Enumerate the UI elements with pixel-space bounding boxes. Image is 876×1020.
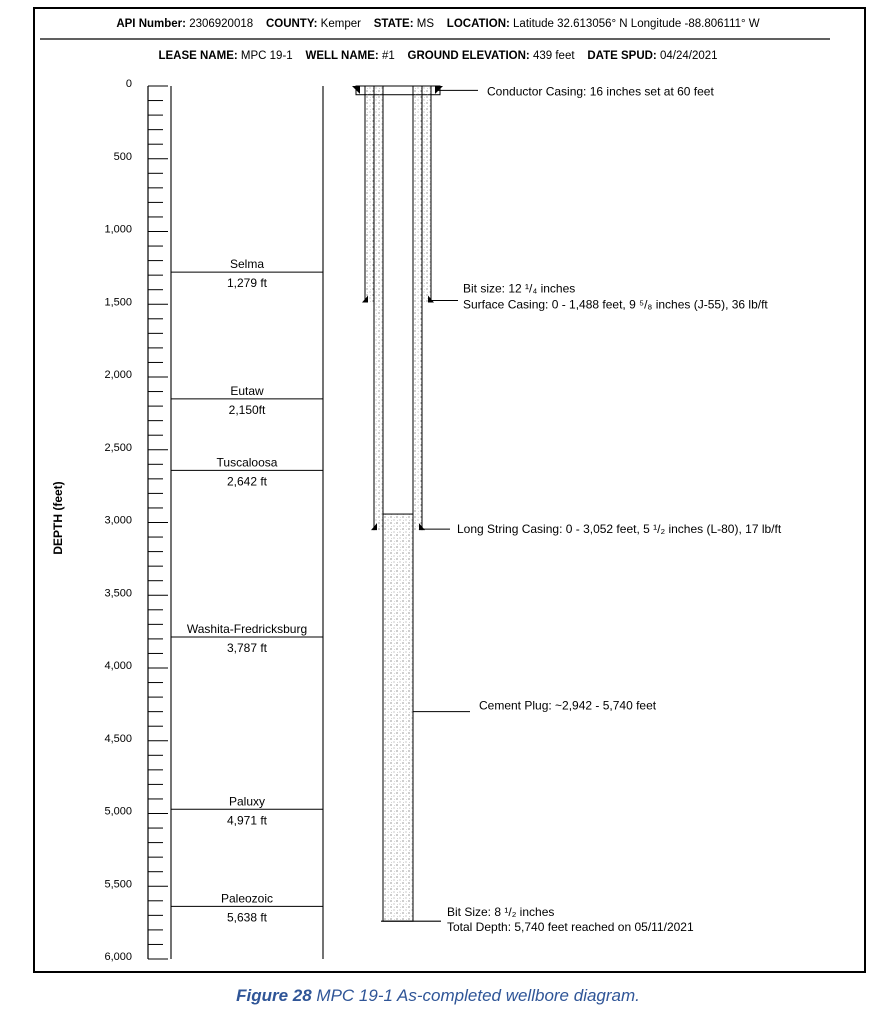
location-label: LOCATION: xyxy=(446,18,510,30)
formation-depth-label: 5,638 ft xyxy=(226,910,268,925)
surface-casing-label: Surface Casing: 0 - 1,488 feet, 9 ⁵/₈ inches (J-55), 36 lb/ft xyxy=(463,297,768,312)
axis-tick-label: 4,500 xyxy=(104,732,132,745)
axis-tick-label: 0 xyxy=(125,78,132,90)
formation-name: Eutaw xyxy=(230,383,264,398)
api-label: API Number: xyxy=(116,18,186,30)
formation-depth-label: 4,971 ft xyxy=(226,813,268,828)
caption-text: MPC 19-1 As-completed wellbore diagram. xyxy=(311,986,640,1005)
depth-axis xyxy=(104,78,168,963)
wellbore xyxy=(352,86,443,921)
long-string-cement-right xyxy=(413,86,422,530)
caption-label: Figure 28 xyxy=(236,986,312,1005)
axis-tick-label: 5,000 xyxy=(104,805,132,818)
axis-tick-label: 2,000 xyxy=(104,369,132,381)
well-label: WELL NAME: xyxy=(305,50,379,62)
formation-name: Selma xyxy=(229,257,265,272)
elevation-value: 439 feet xyxy=(532,50,575,62)
axis-tick-label: 1,000 xyxy=(104,223,132,236)
well-value: #1 xyxy=(381,50,395,62)
formation-name: Washita-Fredricksburg xyxy=(186,622,308,637)
formation-name: Tuscaloosa xyxy=(216,455,278,470)
formation-depth-label: 3,787 ft xyxy=(226,641,268,656)
cement-plug-label: Cement Plug: ~2,942 - 5,740 feet xyxy=(479,698,657,713)
long-string-casing-label: Long String Casing: 0 - 3,052 feet, 5 ¹/₂ inches (L-80), 17 lb/ft xyxy=(457,522,782,537)
state-value: MS xyxy=(416,18,435,30)
state-label: STATE: xyxy=(373,18,414,30)
surface-bit-label: Bit size: 12 ¹/₄ inches xyxy=(463,281,576,296)
axis-tick-label: 4,000 xyxy=(104,660,132,672)
formation-name: Paleozoic xyxy=(220,891,274,906)
formation-depth-label: 1,279 ft xyxy=(226,276,268,291)
figure-caption xyxy=(0,986,876,1006)
elevation-label: GROUND ELEVATION: xyxy=(407,50,530,62)
lease-value: MPC 19-1 xyxy=(240,50,293,62)
formation-depth-label: 2,642 ft xyxy=(226,474,268,489)
spud-label: DATE SPUD: xyxy=(587,50,657,62)
axis-tick-label: 3,000 xyxy=(104,514,132,527)
county-label: COUNTY: xyxy=(265,18,318,30)
formation-column xyxy=(171,86,323,959)
axis-tick-label: 5,500 xyxy=(104,878,132,891)
axis-tick-label: 3,500 xyxy=(104,587,132,600)
long-string-cement-left xyxy=(374,86,383,530)
axis-tick-label: 1,500 xyxy=(104,296,132,309)
axis-tick-label: 6,000 xyxy=(104,951,132,963)
lease-label: LEASE NAME: xyxy=(158,50,238,62)
total-depth-label: Total Depth: 5,740 feet reached on 05/11/2021 xyxy=(447,920,694,935)
api-value: 2306920018 xyxy=(189,18,254,30)
axis-tick-label: 2,500 xyxy=(104,441,132,454)
depth-axis-title: DEPTH (feet) xyxy=(51,481,65,555)
location-value: Latitude 32.613056° N Longitude -88.806111° W xyxy=(513,18,760,30)
formation-name: Paluxy xyxy=(228,794,266,809)
surface-cement-left xyxy=(365,86,374,303)
formation-depth-label: 2,150ft xyxy=(228,402,266,417)
cement-plug xyxy=(383,514,413,921)
annotations xyxy=(413,84,782,934)
surface-cement-right xyxy=(422,86,431,303)
axis-tick-label: 500 xyxy=(113,150,132,163)
td-bit-label: Bit Size: 8 ¹/₂ inches xyxy=(447,905,555,920)
spud-value: 04/24/2021 xyxy=(659,50,718,62)
county-value: Kemper xyxy=(320,18,361,30)
conductor-casing-label: Conductor Casing: 16 inches set at 60 feet xyxy=(487,84,714,99)
